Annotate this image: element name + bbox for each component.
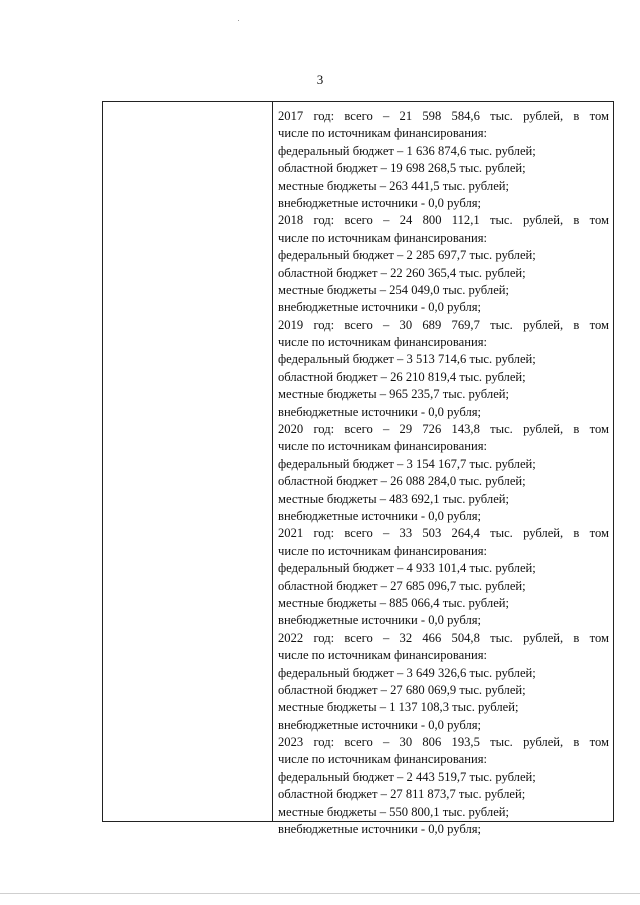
funding-line: внебюджетные источники - 0,0 рубля; bbox=[278, 822, 482, 837]
funding-line: внебюджетные источники - 0,0 рубля; bbox=[278, 717, 482, 732]
funding-line: числе по источникам финансирования: bbox=[278, 230, 487, 245]
funding-line: местные бюджеты – 254 049,0 тыс. рублей; bbox=[278, 282, 510, 297]
funding-line: внебюджетные источники - 0,0 рубля; bbox=[278, 613, 482, 628]
funding-line: 2019 год: всего – 30 689 769,7 тыс. рублей, в том bbox=[278, 317, 609, 332]
funding-line: областной бюджет – 27 680 069,9 тыс. рублей; bbox=[278, 682, 526, 697]
funding-line: областной бюджет – 26 210 819,4 тыс. рублей; bbox=[278, 369, 526, 384]
scan-artifact bbox=[238, 20, 239, 21]
funding-line: федеральный бюджет – 3 649 326,6 тыс. рублей; bbox=[278, 665, 536, 680]
funding-line: федеральный бюджет – 4 933 101,4 тыс. рублей; bbox=[278, 561, 536, 576]
funding-line: областной бюджет – 26 088 284,0 тыс. рублей; bbox=[278, 474, 526, 489]
funding-line: 2017 год: всего – 21 598 584,6 тыс. рублей, в том bbox=[278, 109, 609, 123]
funding-line: федеральный бюджет – 1 636 874,6 тыс. рублей; bbox=[278, 143, 536, 158]
footer-rule bbox=[0, 893, 640, 894]
table-right-cell bbox=[273, 102, 613, 837]
funding-line: 2020 год: всего – 29 726 143,8 тыс. рублей, в том bbox=[278, 422, 609, 437]
funding-line: местные бюджеты – 483 692,1 тыс. рублей; bbox=[278, 491, 510, 506]
funding-line: числе по источникам финансирования: bbox=[278, 126, 487, 141]
funding-line: местные бюджеты – 263 441,5 тыс. рублей; bbox=[278, 178, 510, 193]
table-left-cell bbox=[103, 102, 273, 821]
funding-line: федеральный бюджет – 3 154 167,7 тыс. рублей; bbox=[278, 456, 536, 471]
funding-line: областной бюджет – 19 698 268,5 тыс. рублей; bbox=[278, 161, 526, 176]
funding-line: 2021 год: всего – 33 503 264,4 тыс. рублей, в том bbox=[278, 526, 609, 541]
funding-line: местные бюджеты – 965 235,7 тыс. рублей; bbox=[278, 387, 510, 402]
funding-line: числе по источникам финансирования: bbox=[278, 752, 487, 767]
funding-line: федеральный бюджет – 2 285 697,7 тыс. рублей; bbox=[278, 248, 536, 263]
funding-line: числе по источникам финансирования: bbox=[278, 439, 487, 454]
funding-line: местные бюджеты – 550 800,1 тыс. рублей; bbox=[278, 804, 510, 819]
funding-line: 2023 год: всего – 30 806 193,5 тыс. рублей, в том bbox=[278, 735, 609, 750]
funding-line: федеральный бюджет – 3 513 714,6 тыс. рублей; bbox=[278, 352, 536, 367]
funding-line: внебюджетные источники - 0,0 рубля; bbox=[278, 404, 482, 419]
funding-line: областной бюджет – 27 811 873,7 тыс. рублей; bbox=[278, 787, 526, 802]
funding-line: внебюджетные источники - 0,0 рубля; bbox=[278, 195, 482, 210]
funding-table bbox=[102, 101, 614, 837]
funding-line: областной бюджет – 27 685 096,7 тыс. рублей; bbox=[278, 578, 526, 593]
funding-line: федеральный бюджет – 2 443 519,7 тыс. рублей; bbox=[278, 769, 536, 784]
funding-line: местные бюджеты – 1 137 108,3 тыс. рублей; bbox=[278, 700, 519, 715]
funding-line: внебюджетные источники - 0,0 рубля; bbox=[278, 300, 482, 315]
funding-line: числе по источникам финансирования: bbox=[278, 335, 487, 350]
funding-line: местные бюджеты – 885 066,4 тыс. рублей; bbox=[278, 595, 510, 610]
funding-line: областной бюджет – 22 260 365,4 тыс. рублей; bbox=[278, 265, 526, 280]
funding-line: 2018 год: всего – 24 800 112,1 тыс. рублей, в том bbox=[278, 213, 609, 228]
funding-line: внебюджетные источники - 0,0 рубля; bbox=[278, 508, 482, 523]
funding-line: числе по источникам финансирования: bbox=[278, 648, 487, 663]
funding-line: 2022 год: всего – 32 466 504,8 тыс. рублей, в том bbox=[278, 630, 609, 645]
page-number: 3 bbox=[316, 72, 324, 87]
funding-line: числе по источникам финансирования: bbox=[278, 543, 487, 558]
